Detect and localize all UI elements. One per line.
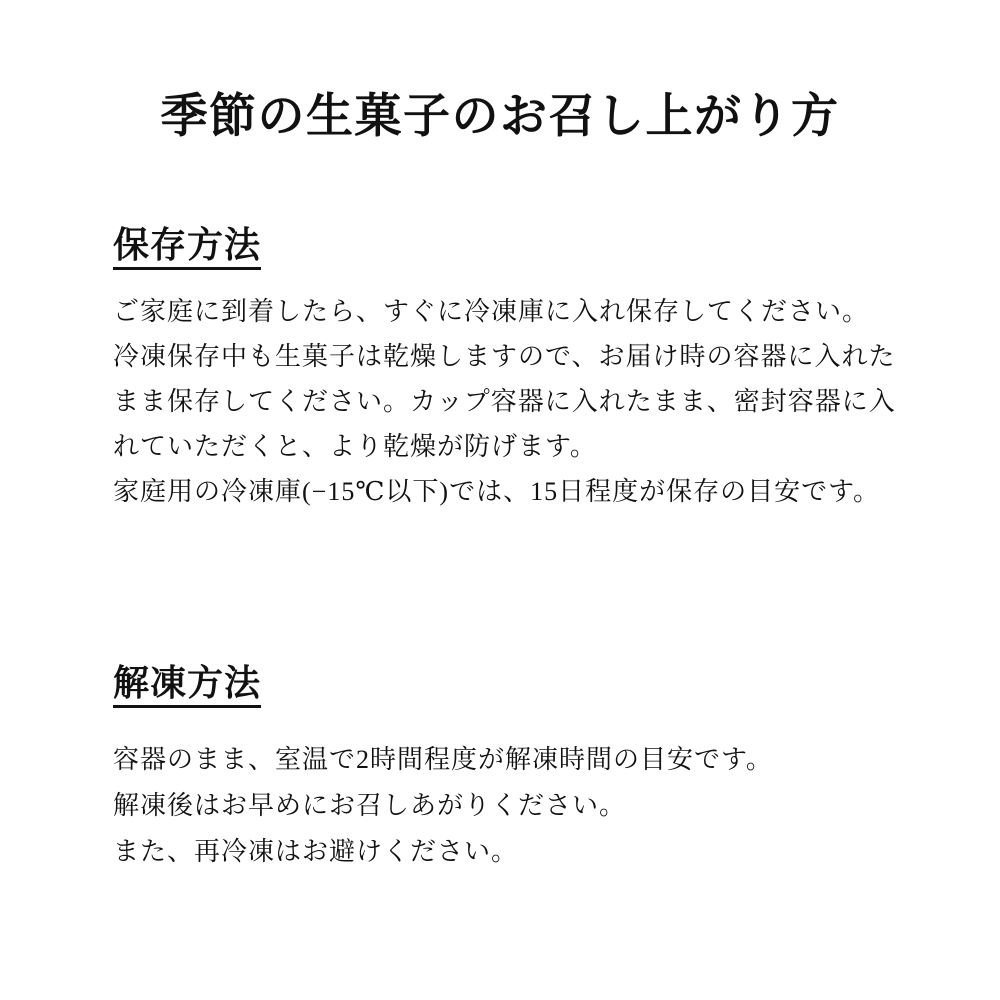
thawing-line-2: 解凍後はお早めにお召しあがりください。: [113, 791, 627, 820]
thawing-line-3: また、再冷凍はお避けください。: [113, 837, 519, 866]
storage-line-2: 冷凍保存中も生菓子は乾燥しますので、お届け時の容器に入れた: [113, 342, 896, 371]
storage-line-5: 家庭用の冷凍庫(−15℃以下)では、15日程度が保存の目安です。: [113, 477, 880, 506]
storage-instructions-paragraph: [113, 289, 910, 514]
section-heading-storage: 保存方法: [113, 224, 261, 270]
thawing-instructions-paragraph: [113, 737, 910, 875]
thawing-line-1: 容器のまま、室温で2時間程度が解凍時間の目安です。: [113, 745, 773, 774]
storage-line-1: ご家庭に到着したら、すぐに冷凍庫に入れ保存してください。: [113, 297, 870, 326]
page-title: 季節の生菓子のお召し上がり方: [160, 91, 840, 143]
storage-line-4: れていただくと、より乾燥が防げます。: [113, 432, 597, 461]
section-heading-thawing: 解凍方法: [113, 662, 261, 708]
storage-line-3: まま保存してください。カップ容器に入れたまま、密封容器に入: [113, 387, 896, 416]
